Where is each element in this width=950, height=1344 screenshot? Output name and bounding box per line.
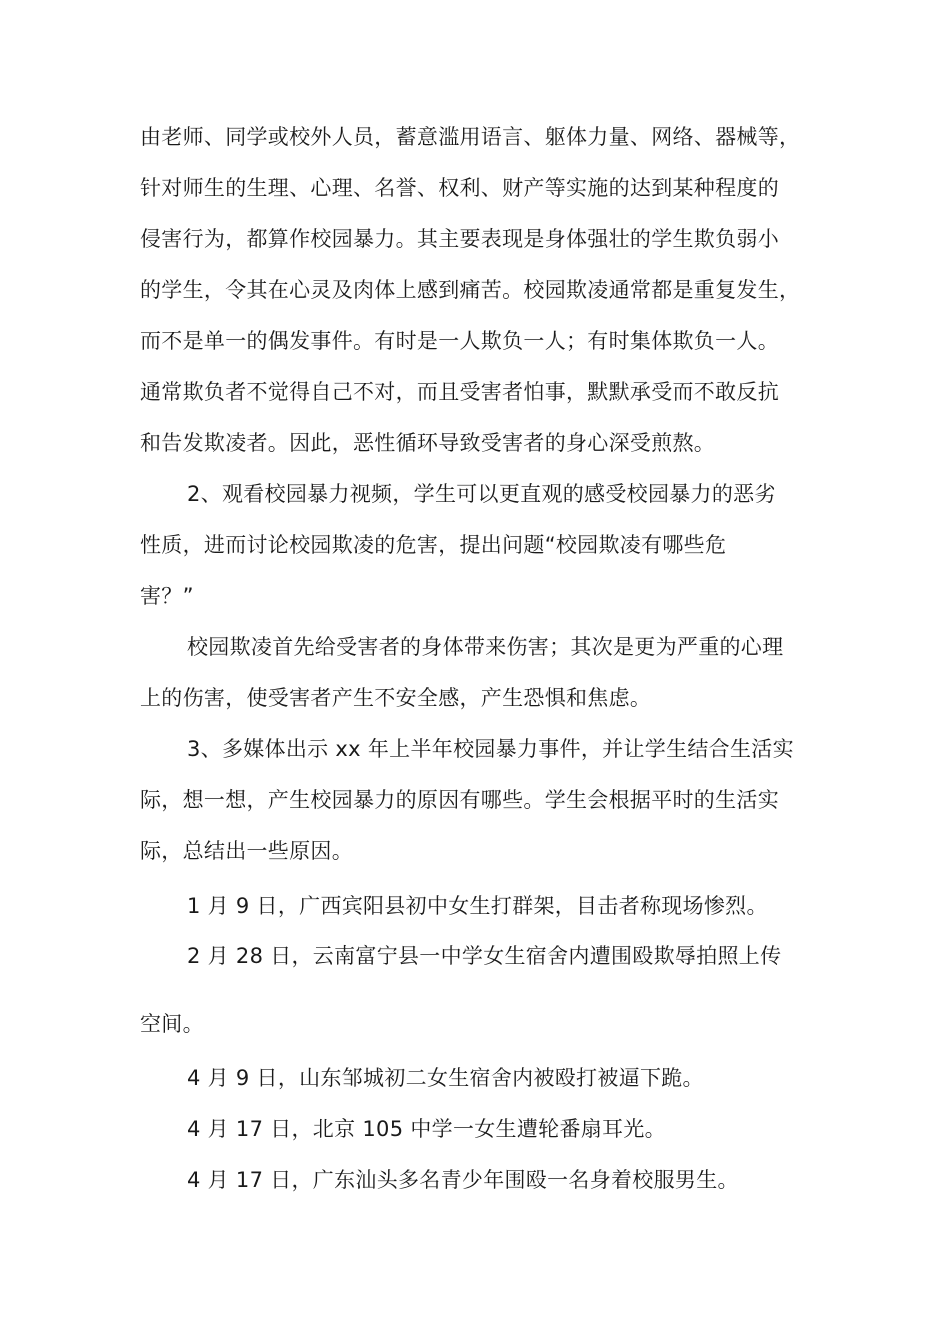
- paragraph-3-line-1: 校园欺凌首先给受害者的身体带来伤害；其次是更为严重的心理: [187, 635, 784, 659]
- event-item-5: 4 月 17 日，广东汕头多名青少年围殴一名身着校服男生。: [187, 1168, 739, 1192]
- paragraph-2-line-2: 性质，进而讨论校园欺凌的危害，提出问题“校园欺凌有哪些危: [140, 533, 727, 557]
- event-item-1: 1 月 9 日，广西宾阳县初中女生打群架，目击者称现场惨烈。: [187, 894, 768, 918]
- paragraph-4-line-3: 际，总结出一些原因。: [140, 839, 353, 863]
- paragraph-1-line-2: 针对师生的生理、心理、名誉、权利、财产等实施的达到某种程度的: [140, 176, 779, 200]
- paragraph-3-line-2: 上的伤害，使受害者产生不安全感，产生恐惧和焦虑。: [140, 686, 652, 710]
- paragraph-1-line-7: 和告发欺凌者。因此，恶性循环导致受害者的身心深受煎熬。: [140, 431, 716, 455]
- event-item-2: 2 月 28 日，云南富宁县一中学女生宿舍内遭围殴欺辱拍照上传: [187, 944, 782, 968]
- paragraph-4-line-2: 际，想一想，产生校园暴力的原因有哪些。学生会根据平时的生活实: [140, 788, 779, 812]
- event-item-2-continuation: 空间。: [140, 1012, 204, 1036]
- paragraph-1-line-6: 通常欺负者不觉得自己不对，而且受害者怕事，默默承受而不敢反抗: [140, 380, 779, 404]
- paragraph-2-line-3: 害？”: [140, 584, 194, 608]
- event-item-3: 4 月 9 日，山东邹城初二女生宿舍内被殴打被逼下跪。: [187, 1066, 704, 1090]
- paragraph-1-line-1: 由老师、同学或校外人员，蓄意滥用语言、躯体力量、网络、器械等，: [140, 125, 801, 149]
- paragraph-4-line-1: 3、多媒体出示 xx 年上半年校园暴力事件，并让学生结合生活实: [187, 737, 794, 761]
- paragraph-1-line-5: 而不是单一的偶发事件。有时是一人欺负一人；有时集体欺负一人。: [140, 329, 779, 353]
- paragraph-1-line-4: 的学生，令其在心灵及肉体上感到痛苦。校园欺凌通常都是重复发生，: [140, 278, 801, 302]
- event-item-4: 4 月 17 日，北京 105 中学一女生遭轮番扇耳光。: [187, 1117, 666, 1141]
- paragraph-1-line-3: 侵害行为，都算作校园暴力。其主要表现是身体强壮的学生欺负弱小: [140, 227, 779, 251]
- paragraph-2-line-1: 2、观看校园暴力视频，学生可以更直观的感受校园暴力的恶劣: [187, 482, 776, 506]
